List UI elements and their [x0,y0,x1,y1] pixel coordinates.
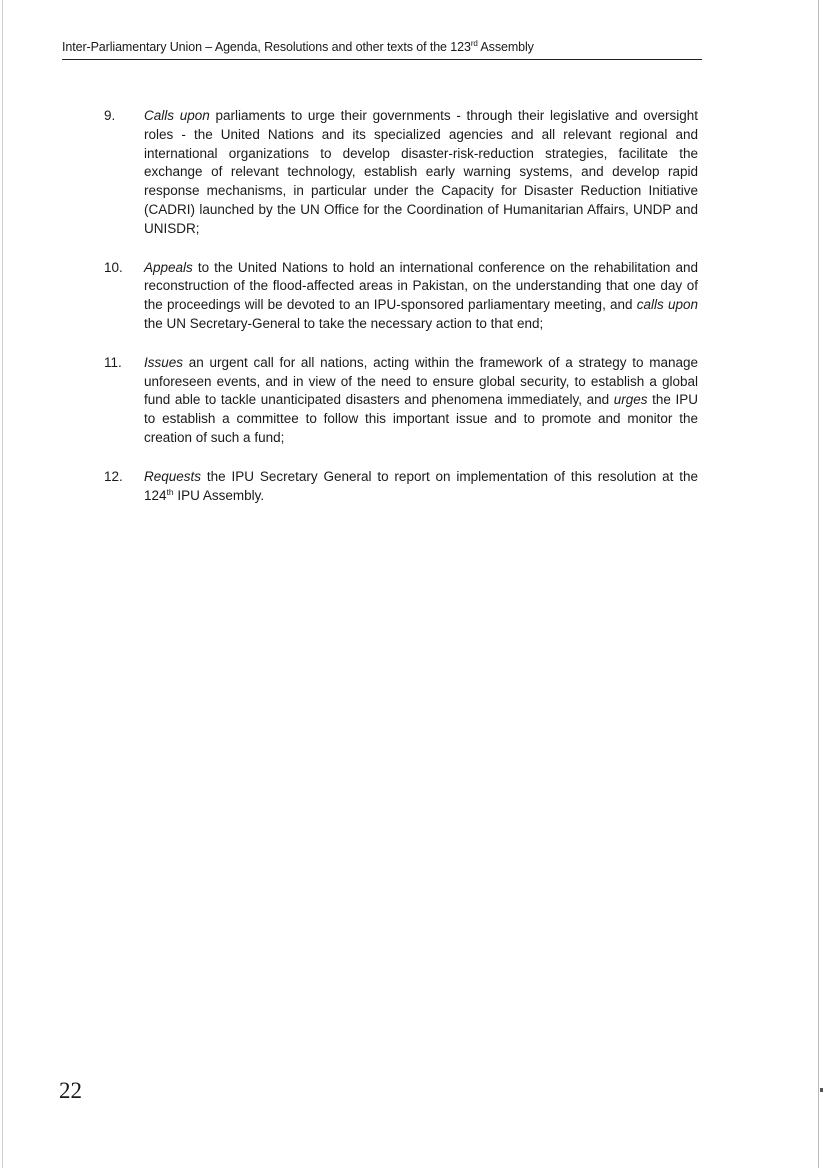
paragraph-10 [104,259,698,334]
paragraph-12 [104,468,698,506]
ordinal-suffix: th [166,486,174,497]
paragraph-mid-verb: calls upon [636,297,698,313]
scan-mark [820,1088,823,1092]
running-header [62,39,702,60]
paragraph-number: 9. [104,108,116,123]
scan-edge-left [2,0,3,1168]
paragraph-text [144,354,698,448]
paragraph-lead-verb: Appeals [144,259,193,275]
paragraph-text [144,107,698,239]
header-title-sup: rd [470,39,478,48]
paragraph-body: the IPU Secretary General to report on implementation of this resolution at the 124 [144,468,698,503]
paragraph-body-end: IPU Assembly. [173,487,265,503]
paragraph-lead-verb: Requests [144,468,202,484]
resolution-paragraphs [104,107,698,525]
running-header-title [62,40,534,54]
paragraph-number: 11. [104,354,122,370]
paragraph-lead-verb: Calls upon [144,108,210,123]
paragraph-body-end: the IPU to establish a committee to follow this important issue and to promote and monitor the creation of such a fund; [144,392,698,445]
paragraph-body: parliaments to urge their governments - through their legislative and oversight roles - the United Nations and its specialized agencies and all relevant regional and international organizations to develop disaster-risk-reduction strategies, facilitate the exchange of relevant technology, establish early warning systems, and develop rapid response mechanisms, in particular under the Capacity for Disaster Reduction Initiative (CADRI) launched by the UN Office for the Coordination of Humanitarian Affairs, UNDP and UNISDR; [144,108,698,236]
scan-edge-right [818,0,819,1168]
paragraph-11 [104,354,698,448]
paragraph-body-end: the UN Secretary-General to take the necessary action to that end; [144,315,544,331]
header-title-suffix: Assembly [477,40,534,54]
page-number: 22 [59,1078,82,1103]
paragraph-mid-verb: urges [613,392,648,408]
paragraph-9 [104,107,698,239]
header-title-prefix: Inter-Parliamentary Union – Agenda, Resolutions and other texts of the 123 [62,40,471,54]
paragraph-text [144,259,698,334]
paragraph-number: 10. [104,259,123,275]
paragraph-number: 12. [104,468,123,484]
paragraph-lead-verb: Issues [144,354,184,370]
paragraph-text [144,468,698,506]
paragraph-body: to the United Nations to hold an international conference on the rehabilitation and reconstruction of the flood-affected areas in Pakistan, on the understanding that one day of the proceedings will be devoted to an IPU-sponsored parliamentary meeting, and [144,259,698,313]
paragraph-body: an urgent call for all nations, acting within the framework of a strategy to manage unforeseen events, and in view of the need to ensure global security, to establish a global fund able to tackle unanticipated disasters and phenomena immediately, and [144,354,698,408]
